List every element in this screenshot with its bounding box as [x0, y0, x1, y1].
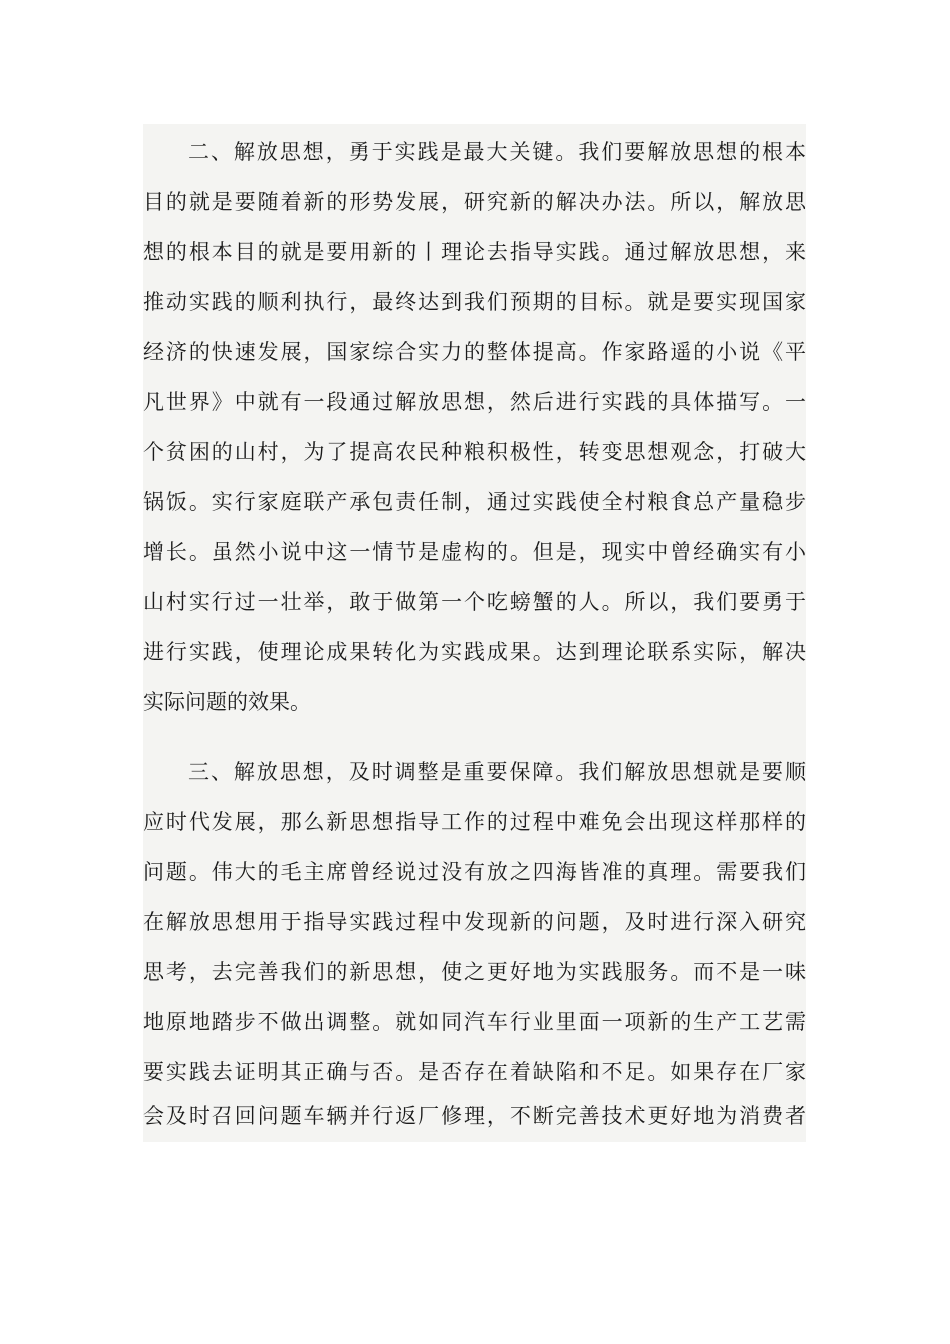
paragraph-line: 想的根本目的就是要用新的丨理论去指导实践。通过解放思想，来: [143, 240, 806, 264]
paragraph-line: 在解放思想用于指导实践过程中发现新的问题，及时进行深入研究: [143, 910, 806, 934]
paragraph-line: 地原地踏步不做出调整。就如同汽车行业里面一项新的生产工艺需: [143, 1010, 806, 1034]
paragraph-line: 问题。伟大的毛主席曾经说过没有放之四海皆准的真理。需要我们: [143, 860, 806, 884]
paragraph-line: 锅饭。实行家庭联产承包责任制，通过实践使全村粮食总产量稳步: [143, 490, 806, 514]
paragraph-line: 推动实践的顺利执行，最终达到我们预期的目标。就是要实现国家: [143, 290, 806, 314]
paragraph-line: 要实践去证明其正确与否。是否存在着缺陷和不足。如果存在厂家: [143, 1060, 806, 1084]
paragraph-line: 增长。虽然小说中这一情节是虚构的。但是，现实中曾经确实有小: [143, 540, 806, 564]
paragraph-line: 经济的快速发展，国家综合实力的整体提高。作家路遥的小说《平: [143, 340, 806, 364]
paragraph-line: 会及时召回问题车辆并行返厂修理，不断完善技术更好地为消费者: [143, 1104, 806, 1128]
paragraph-line: 应时代发展，那么新思想指导工作的过程中难免会出现这样那样的: [143, 810, 806, 834]
document-text-block: [143, 124, 806, 1142]
paragraph-line: 进行实践，使理论成果转化为实践成果。达到理论联系实际，解决: [143, 640, 806, 664]
paragraph-line: 思考，去完善我们的新思想，使之更好地为实践服务。而不是一味: [143, 960, 806, 984]
paragraph-line: 凡世界》中就有一段通过解放思想，然后进行实践的具体描写。一: [143, 390, 806, 414]
paragraph-line: 实际问题的效果。: [143, 690, 311, 714]
paragraph-line: 山村实行过一壮举，敢于做第一个吃螃蟹的人。所以，我们要勇于: [143, 590, 806, 614]
paragraph-line: 二、解放思想，勇于实践是最大关键。我们要解放思想的根本: [188, 140, 806, 164]
paragraph-line: 目的就是要随着新的形势发展，研究新的解决办法。所以，解放思: [143, 190, 806, 214]
paragraph-line: 三、解放思想，及时调整是重要保障。我们解放思想就是要顺: [188, 760, 806, 784]
paragraph-line: 个贫困的山村，为了提高农民种粮积极性，转变思想观念，打破大: [143, 440, 806, 464]
